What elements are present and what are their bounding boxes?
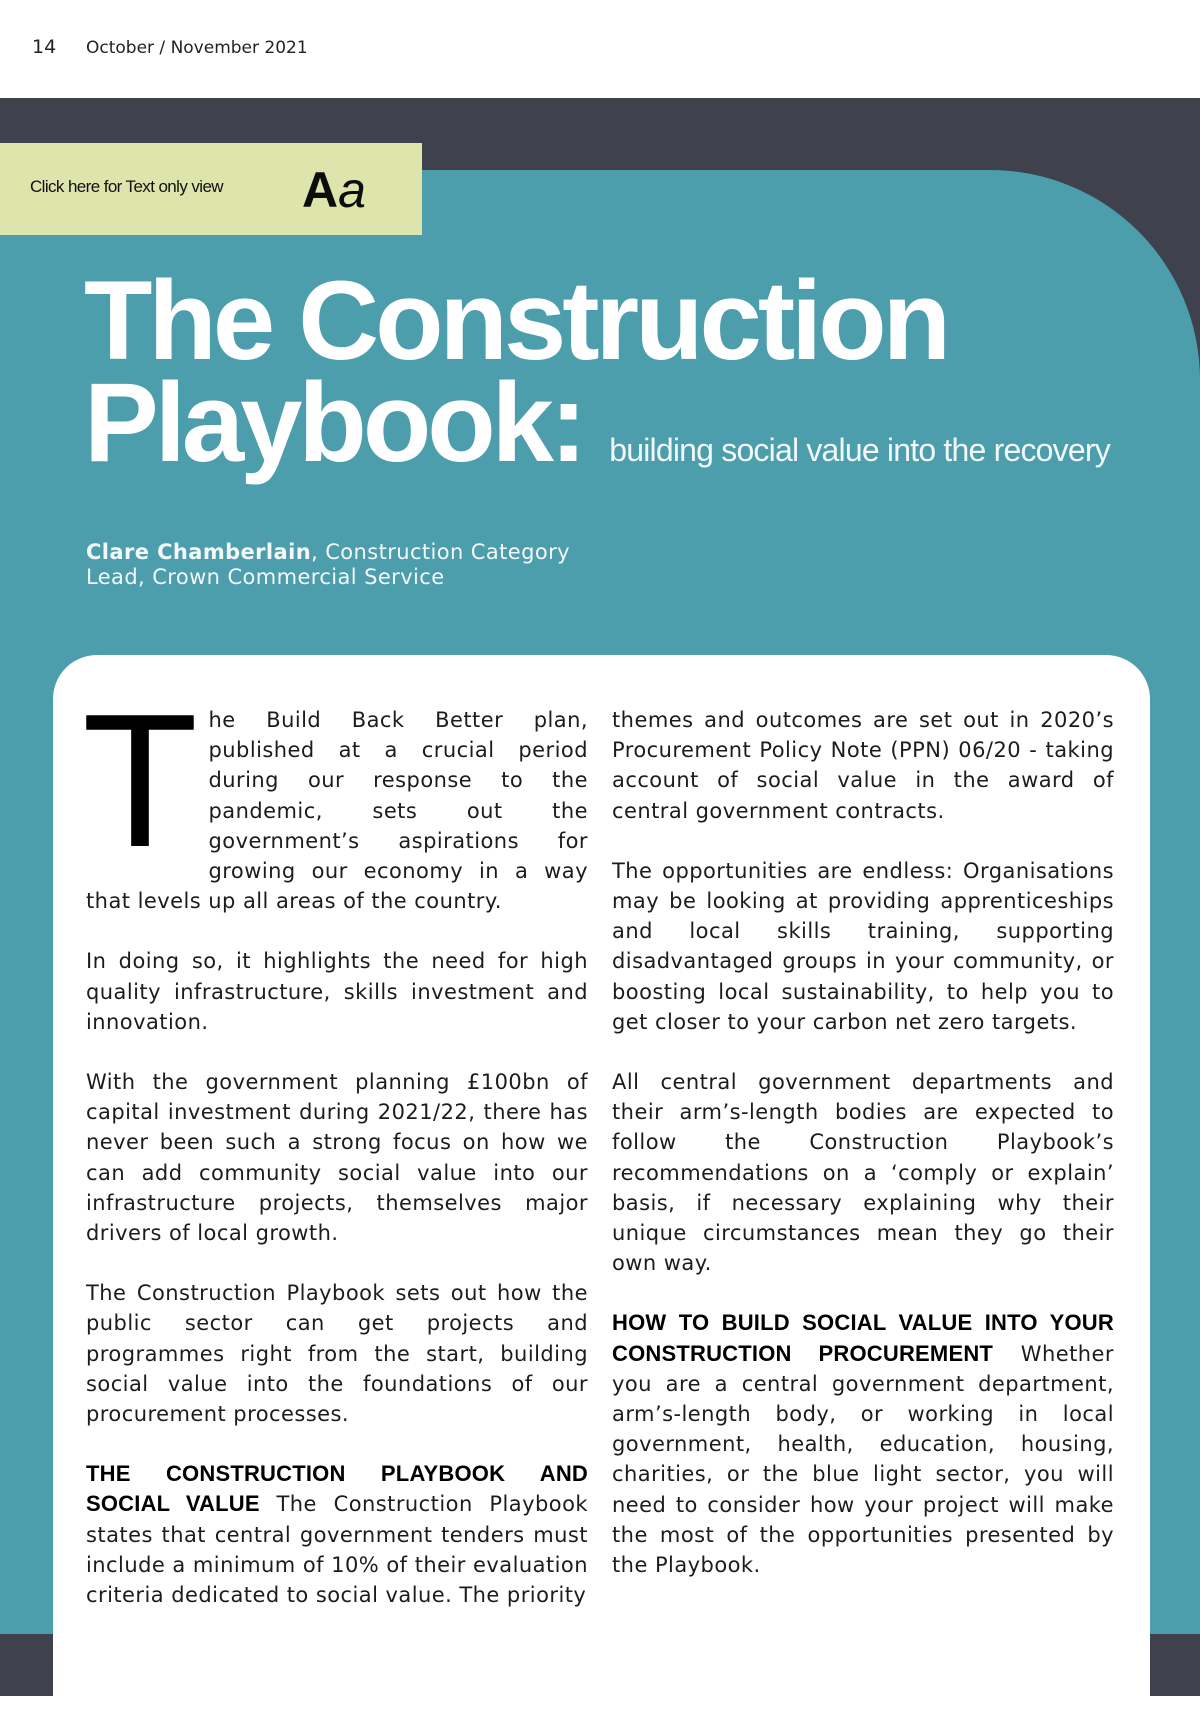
paragraph: With the government planning £100bn of capital investment during 2021/22, there has never been such a strong focus on how we can add community social value into our infrastructure projects, themselves major drivers of local growth. [86, 1070, 588, 1246]
article-body [53, 655, 1150, 1715]
section-heading: HOW TO BUILD SOCIAL VALUE INTO YOUR CONSTRUCTION PROCUREMENT [612, 1310, 1114, 1366]
page-header [0, 0, 1200, 98]
section-heading: THE CONSTRUCTION PLAYBOOK AND SOCIAL VALUE [86, 1461, 588, 1517]
article-subtitle: building social value into the recovery [609, 432, 1110, 468]
paragraph: THE CONSTRUCTION PLAYBOOK AND SOCIAL VALUE The Construction Playbook states that central government tenders must include a minimum of 10% of their evaluation criteria dedicated to social value. The priority [86, 1461, 588, 1608]
author-role: , Construction Category Lead, Crown Commercial Service [86, 540, 570, 589]
paragraph: The Construction Playbook sets out how the public sector can get projects and programmes right from the start, building social value into the foundations of our procurement processes. [86, 1281, 588, 1427]
text-only-view-label: Click here for Text only view [30, 177, 223, 196]
text-only-view-button[interactable] [0, 143, 422, 235]
drop-cap: T [82, 675, 199, 887]
paragraph: The Build Back Better plan, published at a crucial period during our response to the pandemic, sets out the government’s aspirations for growing our economy in a way that levels up all areas of the country. [82, 675, 588, 914]
title-line-1: The Construction [84, 258, 948, 383]
title-line-2: Playbook: building social value into the recovery [84, 360, 1110, 485]
font-size-icon: Aa [302, 162, 366, 218]
author-name: Clare Chamberlain [86, 540, 312, 564]
page-number: 14 [32, 36, 57, 58]
paragraph: In doing so, it highlights the need for high quality infrastructure, skills investment and innovation. [86, 949, 588, 1034]
article-column-left [82, 675, 588, 1640]
issue-date: October / November 2021 [86, 38, 308, 58]
author-byline [86, 540, 606, 590]
article-title [84, 258, 1164, 501]
paragraph: themes and outcomes are set out in 2020’s Procurement Policy Note (PPN) 06/20 - taking account of social value in the award of central government contracts. [612, 708, 1114, 823]
article-column-right [612, 705, 1114, 1610]
paragraph: The opportunities are endless: Organisations may be looking at providing apprenticeships and local skills training, supporting disadvantaged groups in your community, or boosting local sustainability, to help you to get closer to your carbon net zero targets. [612, 858, 1114, 1034]
paragraph: HOW TO BUILD SOCIAL VALUE INTO YOUR CONSTRUCTION PROCUREMENT Whether you are a central government department, arm’s-length body, or working in local government, health, education, housing, charities, or the blue light sector, you will need to consider how your project will make the most of the opportunities presented by the Playbook. [612, 1310, 1114, 1578]
paragraph: All central government departments and their arm’s-length bodies are expected to follow the Construction Playbook’s recommendations on a ‘comply or explain’ basis, if necessary explaining why their unique circumstances mean they go their own way. [612, 1070, 1114, 1276]
